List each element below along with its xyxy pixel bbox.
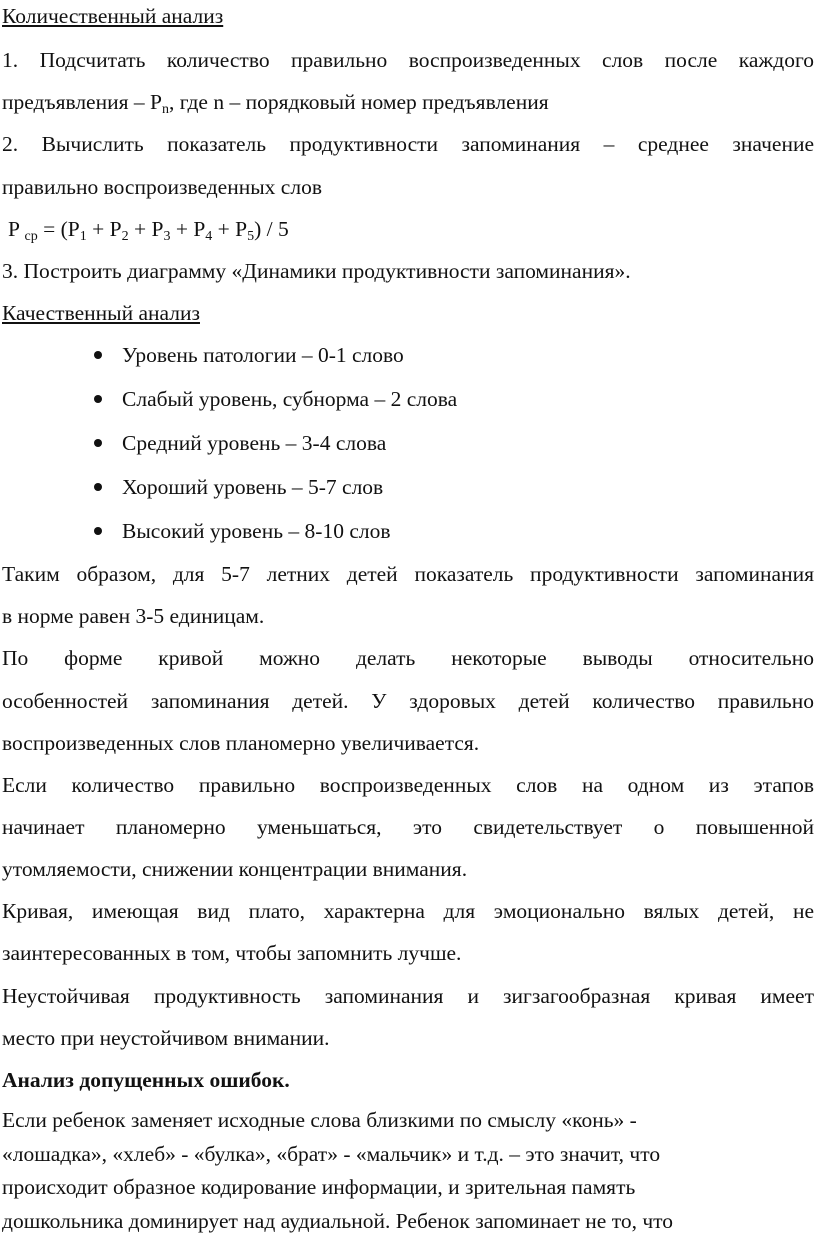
formula-sub-3: 3	[163, 229, 171, 243]
bullet-icon	[94, 351, 102, 359]
formula-plus-4: + P	[170, 217, 206, 241]
heading-errors-analysis: Анализ допущенных ошибок.	[2, 1068, 290, 1092]
paragraph-3-line: начинает планомерно уменьшаться, это свидетельствует о повышенной	[2, 815, 814, 839]
paragraph-4-line: Кривая, имеющая вид плато, характерна для эмоционально вялых детей, не	[2, 899, 814, 923]
formula-eq: = (P	[37, 217, 80, 241]
formula-p-lhs: P	[8, 217, 20, 241]
paragraph-2-line: По форме кривой можно делать некоторые выводы относительно	[2, 646, 814, 670]
formula-plus-2: + P	[86, 217, 122, 241]
step-2-line-2: правильно воспроизведенных слов	[2, 175, 322, 199]
paragraph-3-line: Если количество правильно воспроизведенных слов на одном из этапов	[2, 773, 814, 797]
paragraph-5-line: место при неустойчивом внимании.	[2, 1026, 330, 1050]
step-1-text-post: , где n – порядковый номер предъявления	[168, 90, 549, 114]
paragraph-1-line: в норме равен 3-5 единицам.	[2, 604, 265, 628]
step-1-text-pre: предъявления – P	[2, 90, 162, 114]
subscript-n: n	[161, 102, 169, 116]
level-item	[94, 473, 814, 501]
paragraph-3-line: утомляемости, снижении концентрации внимания.	[2, 857, 468, 881]
level-item	[94, 517, 814, 545]
bullet-icon	[94, 395, 102, 403]
bullet-icon	[94, 527, 102, 535]
paragraph-2-line: особенностей запоминания детей. У здоровых детей количество правильно	[2, 689, 814, 713]
formula-sub-4: 4	[205, 229, 213, 243]
step-2-line-1: 2. Вычислить показатель продуктивности запоминания – среднее значение	[2, 132, 814, 156]
step-1-line-1: 1. Подсчитать количество правильно воспроизведенных слов после каждого	[2, 48, 814, 72]
level-label: Средний уровень – 3-4 слова	[122, 431, 387, 455]
formula-plus-3: + P	[128, 217, 164, 241]
level-item	[94, 385, 814, 413]
heading-quantitative-analysis: Количественный анализ	[2, 4, 224, 28]
formula-sub-5: 5	[247, 229, 255, 243]
level-item	[94, 429, 814, 457]
formula-tail: ) / 5	[254, 217, 289, 241]
bullet-icon	[94, 483, 102, 491]
bullet-icon	[94, 439, 102, 447]
step-3: 3. Построить диаграмму «Динамики продуктивности запоминания».	[2, 259, 631, 283]
paragraph-1-line: Таким образом, для 5-7 летних детей показатель продуктивности запоминания	[2, 562, 814, 586]
paragraph-6-line: происходит образное кодирование информации, и зрительная память	[2, 1175, 636, 1199]
formula	[8, 215, 814, 243]
heading-qualitative-analysis: Качественный анализ	[2, 301, 200, 325]
formula-sub-2: 2	[121, 229, 129, 243]
paragraph-2-line: воспроизведенных слов планомерно увеличивается.	[2, 731, 480, 755]
paragraph-6-line: Если ребенок заменяет исходные слова близкими по смыслу «конь» -	[2, 1108, 637, 1132]
formula-plus-5: + P	[212, 217, 248, 241]
step-1-line-2	[2, 88, 814, 116]
formula-sub-1: 1	[79, 229, 87, 243]
paragraph-6-line: дошкольника доминирует над аудиальной. Ребенок запоминает не то, что	[2, 1209, 674, 1233]
level-item	[94, 341, 814, 369]
level-label: Слабый уровень, субнорма – 2 слова	[122, 387, 458, 411]
level-label: Уровень патологии – 0-1 слово	[122, 343, 404, 367]
formula-sub-cp: ср	[24, 229, 38, 243]
paragraph-6-line: «лошадка», «хлеб» - «булка», «брат» - «мальчик» и т.д. – это значит, что	[2, 1142, 661, 1166]
level-label: Хороший уровень – 5-7 слов	[122, 475, 384, 499]
level-label: Высокий уровень – 8-10 слов	[122, 519, 391, 543]
paragraph-5-line: Неустойчивая продуктивность запоминания и зигзагообразная кривая имеет	[2, 984, 814, 1008]
paragraph-4-line: заинтересованных в том, чтобы запомнить лучше.	[2, 941, 462, 965]
